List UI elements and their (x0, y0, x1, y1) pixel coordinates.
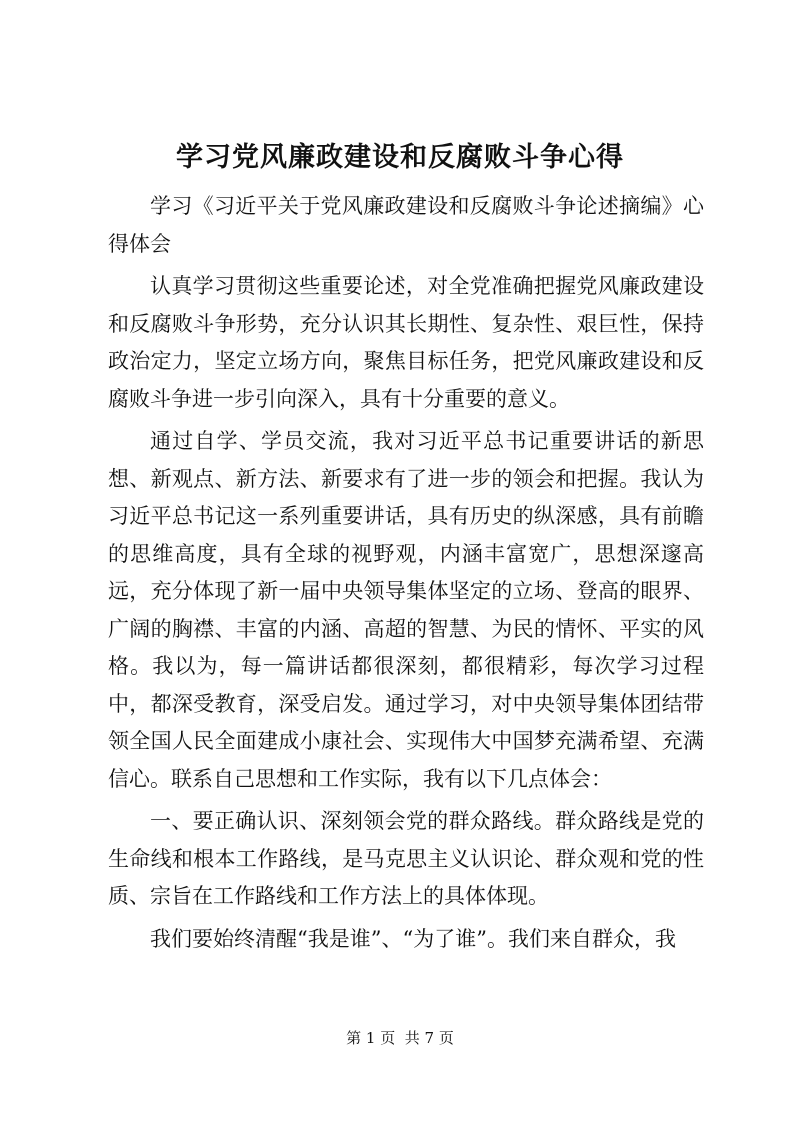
document-title: 学习党风廉政建设和反腐败斗争心得 (176, 142, 624, 173)
paragraph-heading-line: 学习《习近平关于党风廉政建设和反腐败斗争论述摘编》心得体会 (108, 194, 704, 256)
page-footer: 第 1 页 共 7 页 (346, 1029, 454, 1047)
paragraph-who-am-i: 我们要始终清醒“我是谁”、“为了谁”。我们来自群众，我 (150, 926, 676, 951)
document-body (108, 188, 704, 958)
paragraph-significance: 认真学习贯彻这些重要论述，对全党准确把握党风廉政建设和反腐败斗争形势，充分认识其长期性、复杂性、艰巨性，保持政治定力，坚定立场方向，聚焦目标任务，把党风廉政建设和反腐败斗争进一步引向深入，具有十分重要的意义。 (108, 274, 704, 411)
paragraph-mass-line: 一、要正确认识、深刻领会党的群众路线。群众路线是党的生命线和根本工作路线，是马克思主义认识论、群众观和党的性质、宗旨在工作路线和工作方法上的具体体现。 (108, 809, 704, 908)
paragraph-study-experience: 通过自学、学员交流，我对习近平总书记重要讲话的新思想、新观点、新方法、新要求有了进一步的领会和把握。我认为习近平总书记这一系列重要讲话，具有历史的纵深感，具有前瞻的思维高度，具有全球的视野观，内涵丰富宽广，思想深邃高远，充分体现了新一届中央领导集体坚定的立场、登高的眼界、广阔的胸襟、丰富的内涵、高超的智慧、为民的情怀、平实的风格。我以为，每一篇讲话都很深刻，都很精彩，每次学习过程中，都深受教育，深受启发。通过学习，对中央领导集体团结带领全国人民全面建成小康社会、实现伟大中国梦充满希望、充满信心。联系自己思想和工作实际，我有以下几点体会： (108, 429, 704, 791)
